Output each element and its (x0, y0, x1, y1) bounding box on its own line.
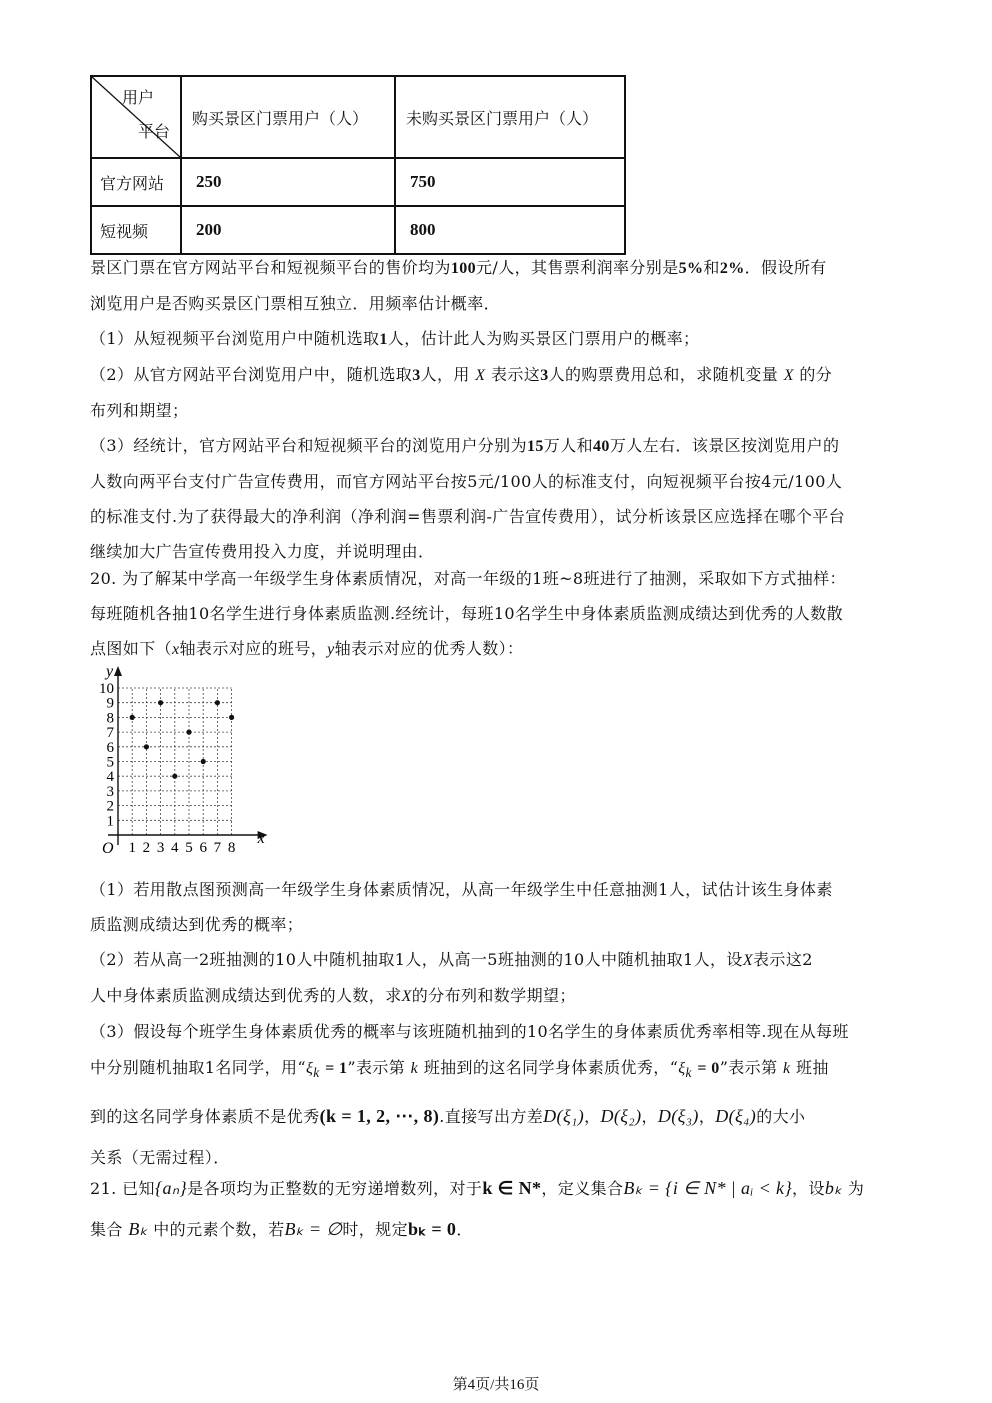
q19-part3-line2: 人数向两平台支付广告宣传费用，而官方网站平台按5元/100人的标准支付，向短视频平台按4元/100人 (90, 472, 843, 491)
q20-part3-line3: 到的这名同学身体素质不是优秀(k = 1, 2, ⋯, 8).直接写出方差D(ξ₁)，D(ξ₂)，D(ξ₃)，D(ξ₄)的大小 (90, 1106, 806, 1127)
q19-text (90, 250, 900, 569)
q20-intro (90, 561, 900, 667)
y-tick-label: 10 (99, 681, 114, 697)
y-tick-label: 4 (106, 769, 114, 786)
buy-count: 200 (196, 220, 222, 239)
q20-line3: 点图如下（x轴表示对应的班号，y轴表示对应的优秀人数）： (90, 639, 524, 658)
data-point (158, 700, 163, 705)
y-tick-label: 9 (106, 695, 114, 712)
x-tick-label: 3 (156, 840, 165, 856)
page-footer: 第4页/共16页 (452, 1377, 540, 1393)
y-tick-label: 1 (106, 813, 114, 830)
header-user: 用户 (121, 88, 154, 107)
header-platform: 平台 (137, 122, 170, 141)
q20-line1: 20. 为了解某中学高一年级学生身体素质情况，对高一年级的1班~8班进行了抽测，采取如下方式抽样： (90, 569, 846, 588)
q21-line2: 集合 Bₖ 中的元素个数，若Bₖ = ∅时，规定bₖ = 0． (90, 1219, 473, 1239)
data-point (215, 700, 220, 705)
data-point (130, 715, 135, 720)
scatter-chart (90, 665, 270, 865)
y-tick-label: 8 (106, 710, 114, 727)
q19-part3-line4: 继续加大广告宣传费用投入力度，并说明理由． (90, 542, 435, 561)
x-axis-label: x (257, 830, 265, 847)
y-tick-label: 3 (106, 783, 114, 800)
q19-part2-line2: 布列和期望； (90, 401, 189, 420)
q20-part2-line2: 人中身体素质监测成绩达到优秀的人数，求X的分布列和数学期望； (90, 986, 576, 1005)
q20-part3-line4: 关系（无需过程）． (90, 1148, 230, 1168)
col-header-buy: 购买景区门票用户（人） (192, 108, 369, 128)
x-tick-label: 1 (128, 840, 136, 856)
q20-line2: 每班随机各抽10名学生进行身体素质监测.经统计，每班10名学生中身体素质监测成绩达到优秀的人数散 (90, 604, 844, 623)
q19-line2: 浏览用户是否购买景区门票相互独立．用频率估计概率． (90, 294, 501, 313)
x-tick-label: 4 (171, 840, 179, 856)
data-point (186, 730, 191, 735)
x-tick-label: 6 (199, 840, 207, 856)
q20-part2-line1: （2）若从高一2班抽测的10人中随机抽取1人，从高一5班抽测的10人中随机抽取1人，设X表示这2 (90, 950, 813, 969)
q20-part3-line1: （3）假设每个班学生身体素质优秀的概率与该班随机抽到的10名学生的身体素质优秀率相等.现在从每班 (90, 1022, 849, 1041)
x-tick-label: 8 (227, 840, 236, 856)
q20-parts (90, 872, 900, 1175)
q20-part1-line2: 质监测成绩达到优秀的概率； (90, 915, 304, 934)
nobuy-count: 800 (410, 220, 436, 239)
platform-table (90, 75, 626, 255)
q19-part1: （1）从短视频平台浏览用户中随机选取1人，估计此人为购买景区门票用户的概率； (90, 329, 700, 348)
x-tick-label: 2 (142, 840, 151, 856)
y-tick-label: 7 (106, 725, 114, 742)
table-corner-cell (91, 76, 181, 158)
x-tick-label: 7 (213, 840, 222, 856)
q21-text (90, 1168, 900, 1250)
q20-part3-line2: 中分别随机抽取1名同学，用“$\xi_k = 1$”表示第 k 班抽到的这名同学身体素质优秀，“$\xi_k = 0$”表示第 k 班抽 (90, 1058, 829, 1081)
y-axis-label: y (106, 665, 114, 680)
q19-part3: （3）经统计，官方网站平台和短视频平台的浏览用户分别为15万人和40万人左右．该景区按浏览用户的 (90, 436, 840, 455)
data-point (201, 759, 206, 764)
q21-line1: 21. 已知{aₙ}是各项均为正整数的无穷递增数列，对于k ∈ N*，定义集合Bₖ = {i ∈ N* | aᵢ < k}，设bₖ 为 (90, 1178, 865, 1198)
col-header-nobuy: 未购买景区门票用户（人） (406, 108, 599, 128)
q19-part3-line3: 的标准支付.为了获得最大的净利润（净利润=售票利润-广告宣传费用），试分析该景区应选择在哪个平台 (90, 507, 846, 526)
data-point (229, 715, 234, 720)
table-row (91, 158, 625, 206)
x-tick-label: 5 (185, 840, 193, 856)
data-point (172, 774, 177, 779)
platform-name: 官方网站 (100, 173, 165, 193)
table-row (91, 206, 625, 254)
y-tick-label: 6 (106, 739, 114, 756)
q20-part1-line1: （1）若用散点图预测高一年级学生身体素质情况，从高一年级学生中任意抽测1人，试估计该生身体素 (90, 880, 833, 899)
y-tick-label: 5 (106, 754, 114, 771)
nobuy-count: 750 (410, 172, 436, 191)
data-point (144, 744, 149, 749)
y-arrow-icon (114, 666, 122, 676)
q19-intro: 景区门票在官方网站平台和短视频平台的售价均为100元/人，其售票利润率分别是5%和2%．假设所有 (90, 258, 827, 277)
origin-label: O (102, 840, 114, 857)
buy-count: 250 (196, 172, 222, 191)
q19-part2: （2）从官方网站平台浏览用户中，随机选取3人，用 X 表示这3人的购票费用总和，求随机变量 X 的分 (90, 365, 833, 384)
y-tick-label: 2 (106, 798, 114, 815)
platform-name: 短视频 (100, 221, 149, 241)
